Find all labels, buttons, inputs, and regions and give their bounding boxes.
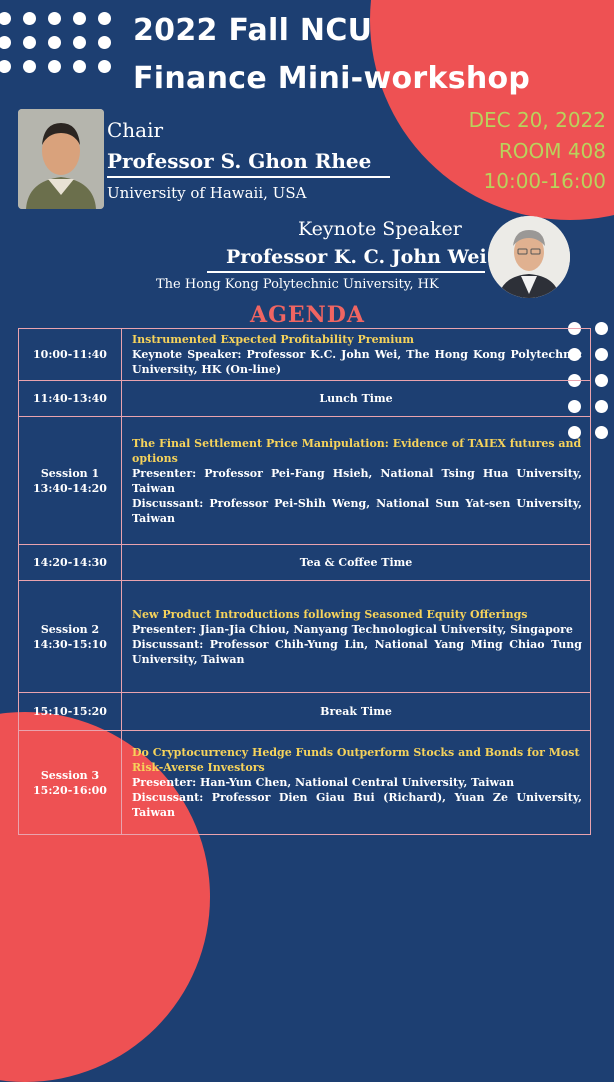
agenda-row	[19, 417, 591, 545]
agenda-row	[19, 731, 591, 835]
paper-title: New Product Introductions following Seasoned Equity Offerings	[132, 607, 528, 621]
agenda-time	[19, 417, 122, 545]
chair-underline	[107, 176, 390, 178]
title-line-2: Finance Mini-workshop	[133, 61, 531, 96]
keynote-photo	[488, 216, 570, 298]
agenda-content	[122, 731, 591, 835]
agenda-row	[19, 545, 591, 581]
agenda-table	[18, 328, 591, 835]
presenter-line: Presenter: Han-Yun Chen, National Central University, Taiwan	[132, 776, 515, 789]
session-label: Session 2	[40, 622, 100, 636]
session-label: Session 1	[40, 466, 100, 480]
agenda-time	[19, 581, 122, 693]
agenda-row	[19, 693, 591, 731]
chair-role: Chair	[107, 118, 164, 142]
presenter-line: Presenter: Jian-Jia Chiou, Nanyang Technological University, Singapore	[132, 622, 573, 636]
agenda-row	[19, 381, 591, 417]
discussant-line: Discussant: Professor Dien Giau Bui (Richard), Yuan Ze University, Taiwan	[132, 791, 582, 819]
agenda-break-label: Tea & Coffee Time	[122, 545, 591, 581]
session-time: 15:20-16:00	[33, 783, 107, 797]
discussant-line: Discussant: Professor Chih-Yung Lin, National Yang Ming Chiao Tung University, Taiwan	[132, 637, 582, 666]
agenda-content	[122, 329, 591, 381]
agenda-break-label: Lunch Time	[122, 381, 591, 417]
agenda-content	[122, 581, 591, 693]
session-time: 14:30-15:10	[33, 637, 107, 651]
agenda-time: 14:20-14:30	[19, 545, 122, 581]
agenda-time	[19, 731, 122, 835]
keynote-name: Professor K. C. John Wei	[226, 246, 487, 268]
paper-title: The Final Settlement Price Manipulation: Evidence of TAIEX futures and options	[132, 436, 582, 465]
agenda-row	[19, 581, 591, 693]
keynote-role: Keynote Speaker	[298, 218, 462, 240]
session-label: Session 3	[40, 768, 100, 782]
event-date: DEC 20, 2022	[468, 108, 606, 132]
paper-title: Do Cryptocurrency Hedge Funds Outperform Stocks and Bonds for Most Risk-Averse Investors	[132, 746, 580, 774]
chair-photo	[18, 109, 104, 209]
agenda-time: 11:40-13:40	[19, 381, 122, 417]
chair-affiliation: University of Hawaii, USA	[107, 184, 307, 202]
agenda-heading: AGENDA	[250, 302, 365, 328]
presenter-line: Presenter: Professor Pei-Fang Hsieh, National Tsing Hua University, Taiwan	[132, 466, 582, 495]
agenda-row	[19, 329, 591, 381]
event-room: ROOM 408	[498, 139, 606, 163]
agenda-time: 10:00-11:40	[19, 329, 122, 381]
keynote-affiliation: The Hong Kong Polytechnic University, HK	[156, 277, 439, 292]
keynote-underline	[207, 271, 485, 273]
agenda-time: 15:10-15:20	[19, 693, 122, 731]
decor-dots-top-left	[0, 12, 111, 73]
agenda-break-label: Break Time	[122, 693, 591, 731]
event-hours: 10:00-16:00	[483, 169, 606, 193]
chair-name: Professor S. Ghon Rhee	[107, 149, 372, 173]
agenda-line: Keynote Speaker: Professor K.C. John Wei, The Hong Kong Polytechnic University, HK (On-line)	[132, 348, 582, 376]
paper-title: Instrumented Expected Profitability Premium	[132, 333, 415, 346]
session-time: 13:40-14:20	[33, 481, 107, 495]
title-line-1: 2022 Fall NCU	[133, 13, 373, 48]
agenda-content	[122, 417, 591, 545]
discussant-line: Discussant: Professor Pei-Shih Weng, National Sun Yat-sen University, Taiwan	[132, 496, 582, 525]
